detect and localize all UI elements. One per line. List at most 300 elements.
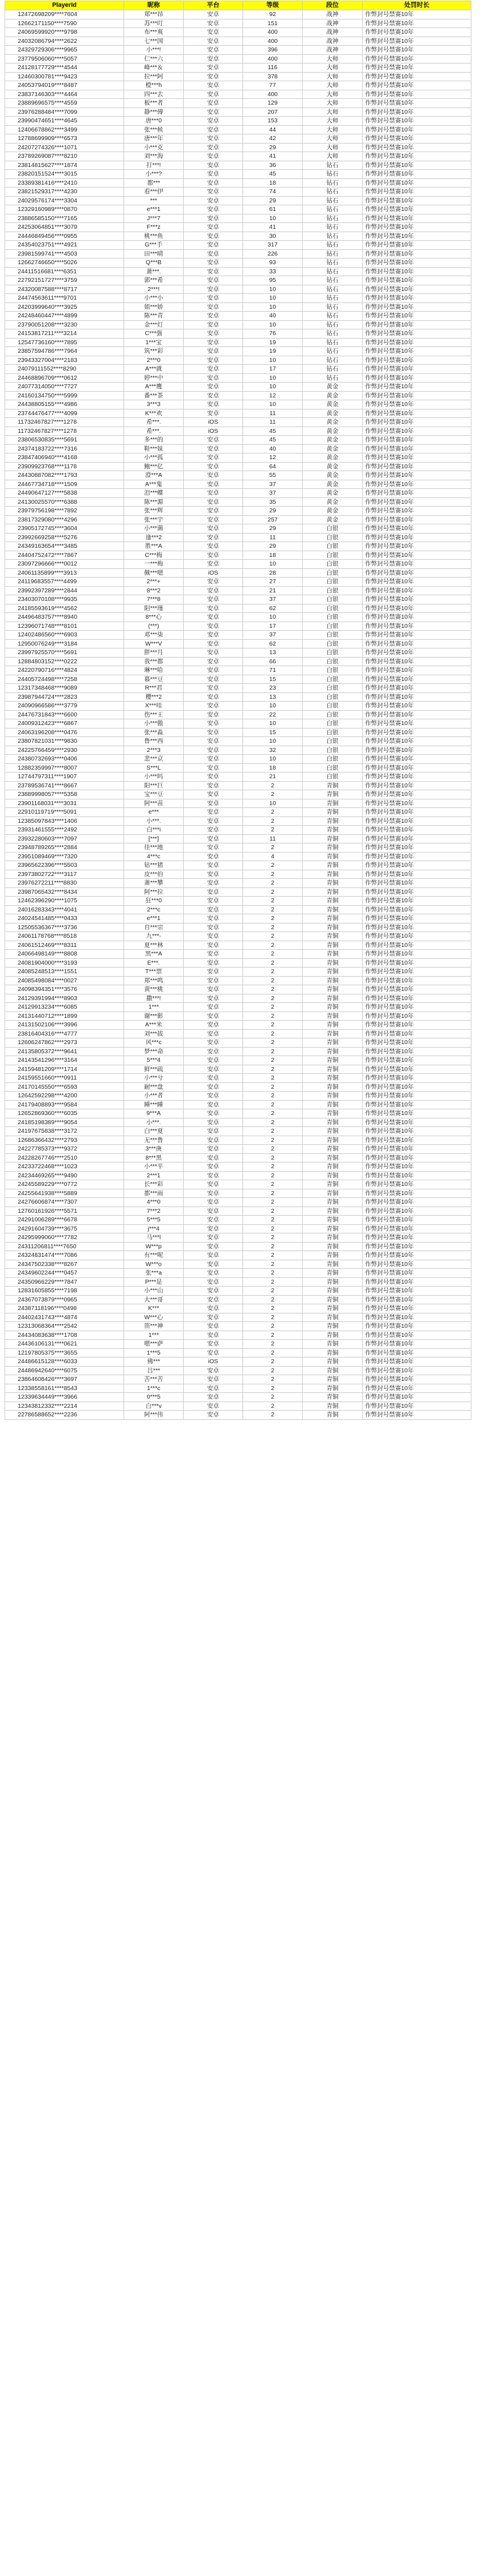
nickname-cell: Q***B <box>124 258 184 268</box>
penalty-cell: 作弊封号禁赛10年 <box>363 1224 471 1233</box>
level-cell: 2 <box>243 1348 303 1357</box>
player-id-cell: 12402486560****6903 <box>5 631 124 640</box>
platform-cell: 安卓 <box>184 702 243 711</box>
platform-cell: 安卓 <box>184 276 243 285</box>
rank-cell: 黄金 <box>303 400 363 409</box>
rank-cell: 钻石 <box>303 302 363 312</box>
table-row <box>5 1003 471 1012</box>
level-cell: 129 <box>243 99 303 108</box>
nickname-cell: 梦***命 <box>124 1047 184 1056</box>
nickname-cell: 1*** <box>124 1003 184 1012</box>
platform-cell: 安卓 <box>184 1233 243 1243</box>
penalty-cell: 作弊封号禁赛10年 <box>363 737 471 746</box>
nickname-cell: 胜***A <box>124 542 184 551</box>
penalty-cell: 作弊封号禁赛10年 <box>363 994 471 1003</box>
level-cell: 2 <box>243 1233 303 1243</box>
level-cell: 2 <box>243 1366 303 1375</box>
penalty-cell: 作弊封号禁赛10年 <box>363 1402 471 1411</box>
table-row <box>5 223 471 232</box>
table-row <box>5 923 471 932</box>
level-cell: 2 <box>243 1100 303 1109</box>
platform-cell: 安卓 <box>184 763 243 773</box>
player-id-cell: 24329729306****9965 <box>5 46 124 55</box>
level-cell: 2 <box>243 1065 303 1074</box>
level-cell: 2 <box>243 1012 303 1021</box>
platform-cell: 安卓 <box>184 542 243 551</box>
penalty-cell: 作弊封号禁赛10年 <box>363 719 471 728</box>
platform-cell: 安卓 <box>184 1277 243 1287</box>
penalty-cell: 作弊封号禁赛10年 <box>363 631 471 640</box>
player-id-cell: 23789269087****8210 <box>5 152 124 161</box>
rank-cell: 青铜 <box>303 1029 363 1038</box>
rank-cell: 白银 <box>303 533 363 542</box>
table-row <box>5 879 471 888</box>
rank-cell: 青铜 <box>303 1287 363 1296</box>
table-row <box>5 453 471 463</box>
rank-cell: 战神 <box>303 19 363 28</box>
penalty-cell: 作弊封号禁赛10年 <box>363 28 471 37</box>
rank-cell: 青铜 <box>303 1109 363 1118</box>
nickname-cell: 小***平 <box>124 1162 184 1172</box>
player-id-cell: 11732467827****1278 <box>5 418 124 427</box>
player-id-cell: 12547736160****7895 <box>5 338 124 347</box>
table-row <box>5 143 471 152</box>
platform-cell: 安卓 <box>184 1340 243 1349</box>
nickname-cell: 胖***月 <box>124 648 184 658</box>
penalty-cell: 作弊封号禁赛10年 <box>363 1189 471 1198</box>
player-id-cell: 24069599920****9798 <box>5 28 124 37</box>
player-id-cell: 23997925570****5691 <box>5 648 124 658</box>
level-cell: 2 <box>243 1216 303 1225</box>
level-cell: 10 <box>243 294 303 303</box>
level-cell: 11 <box>243 409 303 418</box>
rank-cell: 青铜 <box>303 932 363 941</box>
player-id-cell: 24207274326****1071 <box>5 143 124 152</box>
table-row <box>5 347 471 356</box>
platform-cell: 安卓 <box>184 462 243 471</box>
table-row <box>5 1402 471 1411</box>
platform-cell: 安卓 <box>184 1251 243 1260</box>
level-cell: 2 <box>243 1260 303 1269</box>
penalty-cell: 作弊封号禁赛10年 <box>363 1348 471 1357</box>
level-cell: 2 <box>243 1322 303 1331</box>
nickname-cell: e*** <box>124 808 184 817</box>
player-id-cell: 12606247862****2973 <box>5 1038 124 1048</box>
platform-cell: 安卓 <box>184 400 243 409</box>
penalty-cell: 作弊封号禁赛10年 <box>363 161 471 170</box>
penalty-cell: 作弊封号禁赛10年 <box>363 302 471 312</box>
player-id-cell: 24430887082****1793 <box>5 471 124 480</box>
platform-cell: 安卓 <box>184 1313 243 1322</box>
table-row <box>5 1295 471 1304</box>
table-row <box>5 276 471 285</box>
player-id-cell: 24234469265****9490 <box>5 1171 124 1180</box>
penalty-cell: 作弊封号禁赛10年 <box>363 870 471 879</box>
player-id-cell: 24016283343****4041 <box>5 905 124 914</box>
rank-cell: 白银 <box>303 578 363 587</box>
table-row <box>5 320 471 329</box>
platform-cell: 安卓 <box>184 338 243 347</box>
player-id-cell: 24077314050****7727 <box>5 383 124 392</box>
penalty-cell: 作弊封号禁赛10年 <box>363 267 471 276</box>
rank-cell: 青铜 <box>303 1322 363 1331</box>
player-id-cell: 23943327004****2183 <box>5 356 124 365</box>
platform-cell: 安卓 <box>184 63 243 73</box>
level-cell: 37 <box>243 595 303 604</box>
table-row <box>5 692 471 702</box>
penalty-cell: 作弊封号禁赛10年 <box>363 249 471 258</box>
table-row <box>5 1331 471 1340</box>
table-row <box>5 373 471 383</box>
level-cell: 32 <box>243 746 303 755</box>
table-row <box>5 205 471 214</box>
level-cell: 2 <box>243 1393 303 1402</box>
level-cell: 71 <box>243 666 303 675</box>
platform-cell: 安卓 <box>184 1082 243 1092</box>
table-row <box>5 719 471 728</box>
rank-cell: 青铜 <box>303 1065 363 1074</box>
nickname-cell: 小***. <box>124 1118 184 1127</box>
nickname-cell: 小***克 <box>124 143 184 152</box>
player-id-cell: 12406678862****3499 <box>5 125 124 134</box>
rank-cell: 白银 <box>303 675 363 684</box>
penalty-cell: 作弊封号禁赛10年 <box>363 497 471 507</box>
nickname-cell: W***心 <box>124 1313 184 1322</box>
table-row <box>5 409 471 418</box>
nickname-cell: 小***兮 <box>124 1074 184 1083</box>
table-row <box>5 1207 471 1216</box>
level-cell: 2 <box>243 1021 303 1030</box>
player-id-cell: 24295999060****7782 <box>5 1233 124 1243</box>
nickname-cell: 1***c <box>124 1384 184 1393</box>
penalty-cell: 作弊封号禁赛10年 <box>363 19 471 28</box>
level-cell: 12 <box>243 391 303 400</box>
penalty-cell: 作弊封号禁赛10年 <box>363 799 471 808</box>
rank-cell: 战神 <box>303 37 363 46</box>
platform-cell: 安卓 <box>184 1047 243 1056</box>
level-cell: 62 <box>243 604 303 613</box>
player-id-cell: 12884803152****0222 <box>5 657 124 666</box>
platform-cell: 安卓 <box>184 1366 243 1375</box>
rank-cell: 青铜 <box>303 1038 363 1048</box>
level-cell: 2 <box>243 1375 303 1384</box>
table-row <box>5 560 471 569</box>
header-nickname: 昵称 <box>124 1 184 10</box>
player-id-cell: 24129391994****8903 <box>5 994 124 1003</box>
player-id-cell: 23779506060****5057 <box>5 54 124 63</box>
table-row <box>5 1269 471 1278</box>
player-id-cell: 22792151727****3759 <box>5 276 124 285</box>
level-cell: 207 <box>243 108 303 117</box>
player-id-cell: 23889998057****5358 <box>5 790 124 799</box>
level-cell: 151 <box>243 19 303 28</box>
nickname-cell: 笛***神 <box>124 1322 184 1331</box>
table-row <box>5 826 471 835</box>
penalty-cell: 作弊封号禁赛10年 <box>363 232 471 241</box>
nickname-cell: 泪***蝶 <box>124 489 184 498</box>
player-id-cell: 12317348468****9089 <box>5 684 124 693</box>
platform-cell: 安卓 <box>184 950 243 959</box>
penalty-cell: 作弊封号禁赛10年 <box>363 1251 471 1260</box>
level-cell: 2 <box>243 808 303 817</box>
nickname-cell: F***z <box>124 223 184 232</box>
player-id-cell: 24179408893****9584 <box>5 1100 124 1109</box>
level-cell: 37 <box>243 489 303 498</box>
rank-cell: 白银 <box>303 568 363 578</box>
platform-cell: 安卓 <box>184 28 243 37</box>
platform-cell: 安卓 <box>184 1242 243 1251</box>
nickname-cell: 希***. <box>124 427 184 436</box>
table-row <box>5 471 471 480</box>
nickname-cell: 4***c <box>124 852 184 861</box>
level-cell: 2 <box>243 1207 303 1216</box>
rank-cell: 青铜 <box>303 1162 363 1172</box>
player-id-cell: 24411516681****6351 <box>5 267 124 276</box>
rank-cell: 青铜 <box>303 994 363 1003</box>
rank-cell: 青铜 <box>303 1340 363 1349</box>
rank-cell: 白银 <box>303 613 363 622</box>
nickname-cell: 郑***鸣 <box>124 976 184 985</box>
rank-cell: 青铜 <box>303 1295 363 1304</box>
player-id-cell: 24220790716****4824 <box>5 666 124 675</box>
level-cell: 37 <box>243 631 303 640</box>
rank-cell: 钻石 <box>303 161 363 170</box>
rank-cell: 青铜 <box>303 976 363 985</box>
table-row <box>5 81 471 90</box>
player-id-cell: 24131440712****1899 <box>5 1012 124 1021</box>
rank-cell: 青铜 <box>303 1251 363 1260</box>
level-cell: 2 <box>243 968 303 977</box>
rank-cell: 青铜 <box>303 1216 363 1225</box>
level-cell: 30 <box>243 232 303 241</box>
table-row <box>5 178 471 188</box>
table-row <box>5 542 471 551</box>
nickname-cell: 张***a <box>124 1269 184 1278</box>
table-row <box>5 524 471 533</box>
level-cell: 2 <box>243 781 303 790</box>
nickname-cell: R***君 <box>124 684 184 693</box>
level-cell: 10 <box>243 719 303 728</box>
rank-cell: 白银 <box>303 639 363 648</box>
rank-cell: 白银 <box>303 595 363 604</box>
rank-cell: 青铜 <box>303 1348 363 1357</box>
level-cell: 2 <box>243 994 303 1003</box>
player-id-cell: 24354023751****4921 <box>5 241 124 250</box>
platform-cell: 安卓 <box>184 453 243 463</box>
player-id-cell: 12343812332****2214 <box>5 1402 124 1411</box>
table-row <box>5 1021 471 1030</box>
rank-cell: 青铜 <box>303 1331 363 1340</box>
level-cell: 2 <box>243 1171 303 1180</box>
table-row <box>5 10 471 19</box>
player-id-cell: 24185593619****4562 <box>5 604 124 613</box>
nickname-cell: 有***呢 <box>124 1251 184 1260</box>
rank-cell: 青铜 <box>303 1277 363 1287</box>
rank-cell: 大师 <box>303 72 363 81</box>
nickname-cell: 小***. <box>124 817 184 826</box>
level-cell: 2 <box>243 1109 303 1118</box>
rank-cell: 黄金 <box>303 444 363 453</box>
table-row <box>5 666 471 675</box>
nickname-cell: 小***菌 <box>124 524 184 533</box>
platform-cell: 安卓 <box>184 755 243 764</box>
table-row <box>5 99 471 108</box>
penalty-cell: 作弊封号禁赛10年 <box>363 436 471 445</box>
penalty-cell: 作弊封号禁赛10年 <box>363 453 471 463</box>
platform-cell: 安卓 <box>184 879 243 888</box>
rank-cell: 青铜 <box>303 1357 363 1367</box>
table-row <box>5 631 471 640</box>
rank-cell: 白银 <box>303 773 363 782</box>
platform-cell: 安卓 <box>184 1003 243 1012</box>
nickname-cell: 佛*** <box>124 1357 184 1367</box>
penalty-cell: 作弊封号禁赛10年 <box>363 347 471 356</box>
rank-cell: 白银 <box>303 631 363 640</box>
rank-cell: 青铜 <box>303 1145 363 1154</box>
table-row <box>5 90 471 99</box>
penalty-cell: 作弊封号禁赛10年 <box>363 1357 471 1367</box>
player-id-cell: 23403070108****9935 <box>5 595 124 604</box>
platform-cell: 安卓 <box>184 232 243 241</box>
rank-cell: 青铜 <box>303 950 363 959</box>
rank-cell: 大师 <box>303 117 363 126</box>
penalty-cell: 作弊封号禁赛10年 <box>363 400 471 409</box>
player-id-cell: 24349602244****0457 <box>5 1269 124 1278</box>
table-row <box>5 1127 471 1136</box>
player-id-cell: 24032086794****2622 <box>5 37 124 46</box>
penalty-cell: 作弊封号禁赛10年 <box>363 613 471 622</box>
penalty-cell: 作弊封号禁赛10年 <box>363 81 471 90</box>
rank-cell: 白银 <box>303 755 363 764</box>
platform-cell: 安卓 <box>184 710 243 719</box>
rank-cell: 黄金 <box>303 480 363 489</box>
nickname-cell: 橙***h <box>124 81 184 90</box>
player-id-cell: 12385097843****1406 <box>5 817 124 826</box>
penalty-cell: 作弊封号禁赛10年 <box>363 932 471 941</box>
platform-cell: 安卓 <box>184 551 243 560</box>
nickname-cell: 5***5 <box>124 1216 184 1225</box>
penalty-cell: 作弊封号禁赛10年 <box>363 826 471 835</box>
penalty-cell: 作弊封号禁赛10年 <box>363 976 471 985</box>
table-row <box>5 1287 471 1296</box>
nickname-cell: 大***哥 <box>124 1295 184 1304</box>
header-rank: 段位 <box>303 1 363 10</box>
platform-cell: 安卓 <box>184 1402 243 1411</box>
table-row <box>5 1029 471 1038</box>
player-id-cell: 23790051208****3230 <box>5 320 124 329</box>
player-id-cell: 24367073879****0965 <box>5 1295 124 1304</box>
nickname-cell: 桃***鱼 <box>124 232 184 241</box>
penalty-cell: 作弊封号禁赛10年 <box>363 1118 471 1127</box>
player-id-cell: 23817329080****4296 <box>5 515 124 524</box>
table-row <box>5 932 471 941</box>
table-row <box>5 551 471 560</box>
player-id-cell: 23814815627****1874 <box>5 161 124 170</box>
platform-cell: 安卓 <box>184 409 243 418</box>
rank-cell: 青铜 <box>303 1375 363 1384</box>
player-id-cell: 23987944724****2823 <box>5 692 124 702</box>
platform-cell: 安卓 <box>184 524 243 533</box>
penalty-cell: 作弊封号禁赛10年 <box>363 178 471 188</box>
level-cell: 116 <box>243 63 303 73</box>
level-cell: 2 <box>243 861 303 870</box>
penalty-cell: 作弊封号禁赛10年 <box>363 320 471 329</box>
level-cell: 2 <box>243 932 303 941</box>
table-row <box>5 533 471 542</box>
penalty-cell: 作弊封号禁赛10年 <box>363 108 471 117</box>
level-cell: 41 <box>243 223 303 232</box>
player-id-cell: 23987065432****8434 <box>5 887 124 897</box>
nickname-cell: 郭***希 <box>124 276 184 285</box>
penalty-cell: 作弊封号禁赛10年 <box>363 1003 471 1012</box>
platform-cell: 安卓 <box>184 188 243 197</box>
table-row <box>5 639 471 648</box>
rank-cell: 黄金 <box>303 462 363 471</box>
nickname-cell: K***欢 <box>124 409 184 418</box>
platform-cell: 安卓 <box>184 1074 243 1083</box>
player-id-cell: 24324831474****7086 <box>5 1251 124 1260</box>
platform-cell: 安卓 <box>184 1136 243 1145</box>
platform-cell: 安卓 <box>184 1331 243 1340</box>
nickname-cell: 萧***. <box>124 267 184 276</box>
table-row <box>5 675 471 684</box>
ban-list-table <box>5 1 471 1420</box>
platform-cell: 安卓 <box>184 1198 243 1207</box>
table-row <box>5 19 471 28</box>
platform-cell: 安卓 <box>184 312 243 321</box>
platform-cell: iOS <box>184 418 243 427</box>
nickname-cell: 吕*** <box>124 1366 184 1375</box>
penalty-cell: 作弊封号禁赛10年 <box>363 639 471 648</box>
platform-cell: 安卓 <box>184 391 243 400</box>
level-cell: 45 <box>243 436 303 445</box>
level-cell: 19 <box>243 338 303 347</box>
platform-cell: 安卓 <box>184 781 243 790</box>
nickname-cell: 8***2 <box>124 586 184 595</box>
platform-cell: 安卓 <box>184 808 243 817</box>
table-row <box>5 515 471 524</box>
table-row <box>5 1375 471 1384</box>
table-row <box>5 1038 471 1048</box>
nickname-cell: 9***A <box>124 1109 184 1118</box>
player-id-cell: 23837146303****4464 <box>5 90 124 99</box>
platform-cell: 安卓 <box>184 773 243 782</box>
table-row <box>5 1393 471 1402</box>
rank-cell: 青铜 <box>303 1047 363 1056</box>
nickname-cell: 金***灯 <box>124 320 184 329</box>
rank-cell: 青铜 <box>303 799 363 808</box>
table-row <box>5 1224 471 1233</box>
rank-cell: 青铜 <box>303 1056 363 1065</box>
rank-cell: 青铜 <box>303 1224 363 1233</box>
player-id-cell: 24119683557****4499 <box>5 578 124 587</box>
nickname-cell: 鲜***疏 <box>124 1065 184 1074</box>
table-row <box>5 746 471 755</box>
nickname-cell: (***) <box>124 622 184 631</box>
level-cell: 2 <box>243 887 303 897</box>
level-cell: 2 <box>243 1198 303 1207</box>
rank-cell: 白银 <box>303 737 363 746</box>
platform-cell: 安卓 <box>184 595 243 604</box>
table-row <box>5 897 471 906</box>
table-row <box>5 1171 471 1180</box>
platform-cell: 安卓 <box>184 108 243 117</box>
penalty-cell: 作弊封号禁赛10年 <box>363 63 471 73</box>
penalty-cell: 作弊封号禁赛10年 <box>363 1242 471 1251</box>
penalty-cell: 作弊封号禁赛10年 <box>363 773 471 782</box>
level-cell: 10 <box>243 373 303 383</box>
nickname-cell: 我***都 <box>124 657 184 666</box>
